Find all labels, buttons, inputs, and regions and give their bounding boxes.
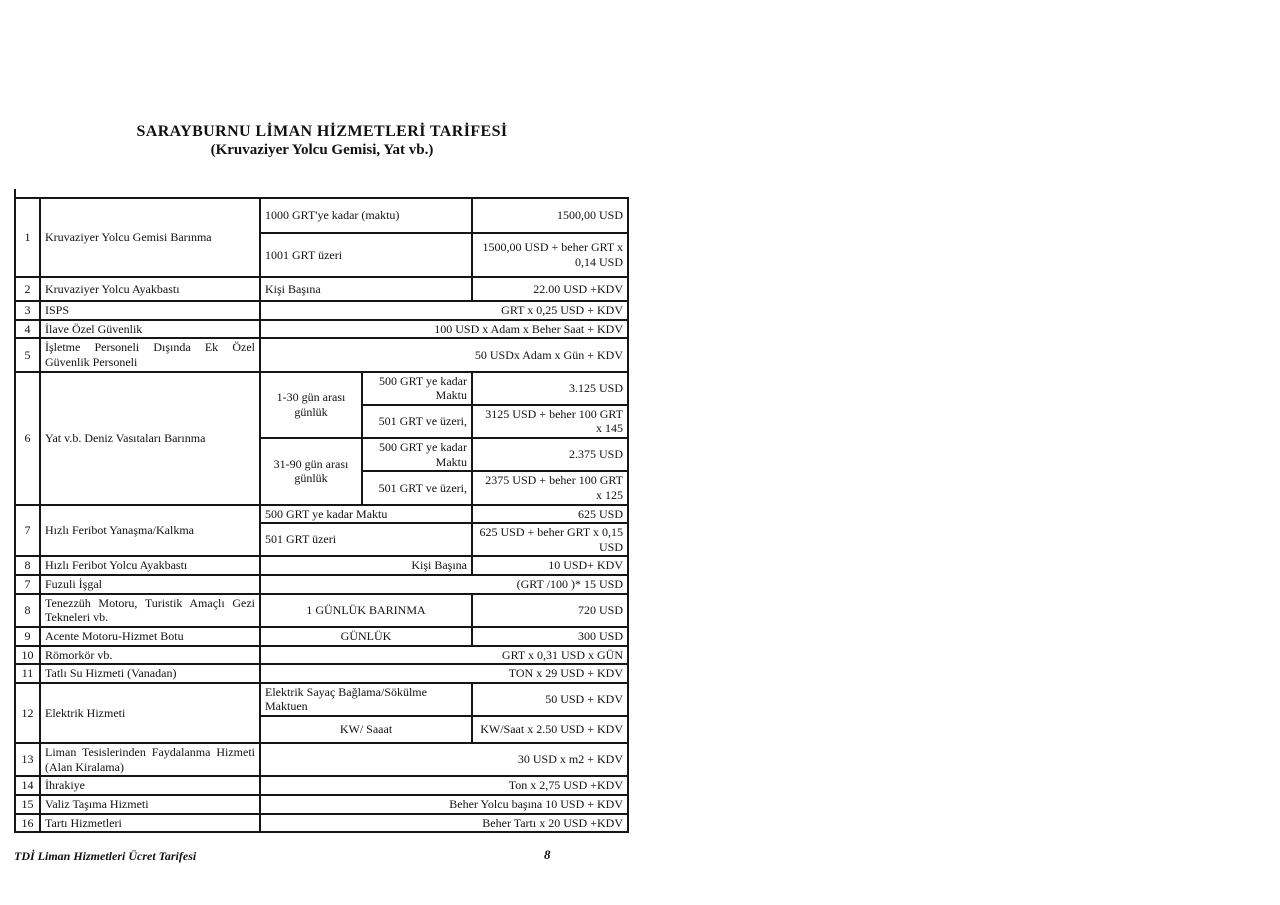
condition: Elektrik Sayaç Bağlama/Sökülme Maktuen	[260, 683, 472, 716]
table-row	[15, 277, 628, 301]
condition: 501 GRT ve üzeri,	[362, 471, 472, 504]
table-row	[15, 743, 628, 776]
price: Beher Tartı x 20 USD +KDV	[260, 814, 628, 833]
period: 31-90 gün arası günlük	[260, 438, 362, 505]
row-number: 7	[15, 575, 40, 594]
row-number: 11	[15, 664, 40, 683]
service-name: Fuzuli İşgal	[40, 575, 260, 594]
price: TON x 29 USD + KDV	[260, 664, 628, 683]
row-number: 1	[15, 198, 40, 277]
condition: 500 GRT ye kadar Maktu	[260, 505, 472, 524]
price: KW/Saat x 2.50 USD + KDV	[472, 716, 628, 743]
condition: GÜNLÜK	[260, 627, 472, 646]
table-row	[15, 646, 628, 665]
price: (GRT /100 )* 15 USD	[260, 575, 628, 594]
condition: 501 GRT üzeri	[260, 523, 472, 556]
price: 720 USD	[472, 594, 628, 627]
price: Ton x 2,75 USD +KDV	[260, 776, 628, 795]
price: 50 USDx Adam x Gün + KDV	[260, 338, 628, 371]
condition: Kişi Başına	[260, 277, 472, 301]
footer-document-name: TDİ Liman Hizmetleri Ücret Tarifesi	[14, 849, 197, 863]
price: 100 USD x Adam x Beher Saat + KDV	[260, 320, 628, 339]
row-number: 16	[15, 814, 40, 833]
row-number: 14	[15, 776, 40, 795]
condition: 1 GÜNLÜK BARINMA	[260, 594, 472, 627]
row-number: 5	[15, 338, 40, 371]
service-name: İşletme Personeli Dışında Ek Özel Güvenlik Personeli	[40, 338, 260, 371]
row-number: 7	[15, 505, 40, 557]
price: 1500,00 USD	[472, 198, 628, 233]
service-name: Elektrik Hizmeti	[40, 683, 260, 743]
table-row	[15, 664, 628, 683]
price: GRT x 0,25 USD + KDV	[260, 301, 628, 320]
service-name: Yat v.b. Deniz Vasıtaları Barınma	[40, 372, 260, 505]
price: Beher Yolcu başına 10 USD + KDV	[260, 795, 628, 814]
service-name: Tartı Hizmetleri	[40, 814, 260, 833]
row-number: 8	[15, 594, 40, 627]
row-number: 4	[15, 320, 40, 339]
document-title	[0, 122, 644, 160]
price: 625 USD + beher GRT x 0,15 USD	[472, 523, 628, 556]
table-row	[15, 301, 628, 320]
table-row	[15, 683, 628, 716]
row-number: 15	[15, 795, 40, 814]
row-number: 12	[15, 683, 40, 743]
row-number: 8	[15, 556, 40, 575]
table-row	[15, 594, 628, 627]
table-row	[15, 198, 628, 233]
price: 10 USD+ KDV	[472, 556, 628, 575]
service-name: ISPS	[40, 301, 260, 320]
condition: 1000 GRT'ye kadar (maktu)	[260, 198, 472, 233]
service-name: Hızlı Feribot Yolcu Ayakbastı	[40, 556, 260, 575]
row-number: 6	[15, 372, 40, 505]
condition: 500 GRT ye kadar Maktu	[362, 438, 472, 471]
price: 2375 USD + beher 100 GRT x 125	[472, 471, 628, 504]
service-name: Römorkör vb.	[40, 646, 260, 665]
price: 3.125 USD	[472, 372, 628, 405]
service-name: Kruvaziyer Yolcu Gemisi Barınma	[40, 198, 260, 277]
table-row	[15, 575, 628, 594]
price: GRT x 0,31 USD x GÜN	[260, 646, 628, 665]
service-name: Liman Tesislerinden Faydalanma Hizmeti (Alan Kiralama)	[40, 743, 260, 776]
service-name: Tatlı Su Hizmeti (Vanadan)	[40, 664, 260, 683]
service-name: Acente Motoru-Hizmet Botu	[40, 627, 260, 646]
title-line-1: SARAYBURNU LİMAN HİZMETLERİ TARİFESİ	[136, 123, 508, 140]
table-row	[15, 627, 628, 646]
table-row	[15, 320, 628, 339]
service-name: Kruvaziyer Yolcu Ayakbastı	[40, 277, 260, 301]
service-name: İlave Özel Güvenlik	[40, 320, 260, 339]
service-name: İhrakiye	[40, 776, 260, 795]
price: 22.00 USD +KDV	[472, 277, 628, 301]
condition: 500 GRT ye kadar Maktu	[362, 372, 472, 405]
table-row	[15, 372, 628, 405]
condition: KW/ Saaat	[260, 716, 472, 743]
price: 1500,00 USD + beher GRT x 0,14 USD	[472, 233, 628, 277]
condition: 501 GRT ve üzeri,	[362, 405, 472, 438]
row-number: 3	[15, 301, 40, 320]
table-row	[15, 505, 628, 524]
table-row	[15, 814, 628, 833]
price: 300 USD	[472, 627, 628, 646]
price: 50 USD + KDV	[472, 683, 628, 716]
service-name: Tenezzüh Motoru, Turistik Amaçlı Gezi Tekneleri vb.	[40, 594, 260, 627]
price: 625 USD	[472, 505, 628, 524]
table-row	[15, 338, 628, 371]
row-number: 2	[15, 277, 40, 301]
table-row	[15, 556, 628, 575]
condition: Kişi Başına	[260, 556, 472, 575]
price: 3125 USD + beher 100 GRT x 145	[472, 405, 628, 438]
tariff-table	[14, 197, 629, 833]
row-number: 9	[15, 627, 40, 646]
service-name: Hızlı Feribot Yanaşma/Kalkma	[40, 505, 260, 557]
service-name: Valiz Taşıma Hizmeti	[40, 795, 260, 814]
table-row	[15, 795, 628, 814]
table-row	[15, 776, 628, 795]
price: 2.375 USD	[472, 438, 628, 471]
price: 30 USD x m2 + KDV	[260, 743, 628, 776]
page-number: 8	[544, 847, 551, 862]
row-number: 13	[15, 743, 40, 776]
condition: 1001 GRT üzeri	[260, 233, 472, 277]
row-number: 10	[15, 646, 40, 665]
title-line-2: (Kruvaziyer Yolcu Gemisi, Yat vb.)	[210, 142, 434, 159]
period: 1-30 gün arası günlük	[260, 372, 362, 439]
